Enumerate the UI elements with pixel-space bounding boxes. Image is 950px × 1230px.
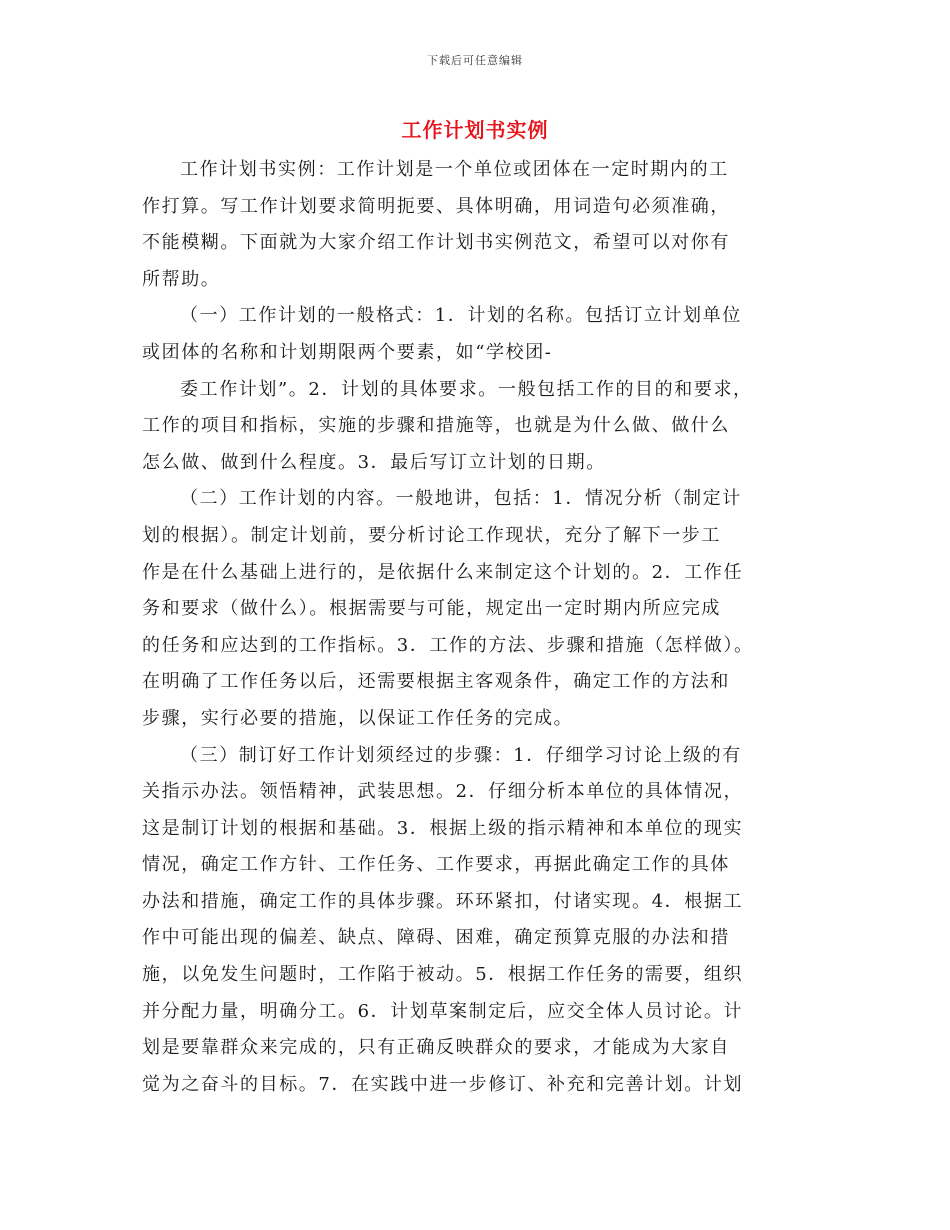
text-line: 步骤，实行必要的措施，以保证工作任务的完成。 bbox=[142, 707, 574, 729]
text-line: 这是制订计划的根据和基础。3．根据上级的指示精神和本单位的现实 bbox=[142, 817, 744, 839]
text-line: 委工作计划”。2．计划的具体要求。一般包括工作的目的和要求， bbox=[180, 378, 753, 400]
text-line: 划的根据）。制定计划前，要分析讨论工作现状，充分了解下一步工 bbox=[142, 524, 721, 546]
text-line: 关指示办法。领悟精神，武装思想。2．仔细分析本单位的具体情况， bbox=[142, 781, 744, 803]
text-line: 施，以免发生问题时，工作陷于被动。5．根据工作任务的需要，组织 bbox=[142, 964, 744, 986]
page-header: 下载后可任意编辑 bbox=[427, 54, 523, 67]
text-line: 工作的项目和指标，实施的步骤和措施等，也就是为什么做、做什么 bbox=[142, 415, 730, 437]
text-line: 情况，确定工作方针、工作任务、工作要求，再据此确定工作的具体 bbox=[142, 854, 730, 876]
text-line: 在明确了工作任务以后，还需要根据主客观条件，确定工作的方法和 bbox=[142, 671, 730, 693]
text-line: 划是要靠群众来完成的，只有正确反映群众的要求，才能成为大家自 bbox=[142, 1037, 730, 1059]
text-line: 或团体的名称和计划期限两个要素，如“学校团- bbox=[142, 341, 553, 363]
text-line: 办法和措施，确定工作的具体步骤。环环紧扣，付诸实现。4．根据工 bbox=[142, 890, 744, 912]
text-line: 不能模糊。下面就为大家介绍工作计划书实例范文，希望可以对你有 bbox=[142, 232, 730, 254]
text-line: 作打算。写工作计划要求简明扼要、具体明确，用词造句必须准确， bbox=[142, 195, 730, 217]
document-body bbox=[142, 152, 812, 1103]
text-line: （二）工作计划的内容。一般地讲，包括：1．情况分析（制定计 bbox=[180, 488, 742, 510]
text-line: 的任务和应达到的工作指标。3．工作的方法、步骤和措施（怎样做）。 bbox=[142, 634, 754, 656]
text-line: 所帮助。 bbox=[142, 268, 221, 290]
text-line: 作中可能出现的偏差、缺点、障碍、困难，确定预算克服的办法和措 bbox=[142, 927, 730, 949]
text-line: 作是在什么基础上进行的，是依据什么来制定这个计划的。2．工作任 bbox=[142, 561, 744, 583]
text-line: 并分配力量，明确分工。6．计划草案制定后，应交全体人员讨论。计 bbox=[142, 1000, 744, 1022]
text-line: 务和要求（做什么）。根据需要与可能，规定出一定时期内所应完成 bbox=[142, 598, 721, 620]
text-line: 怎么做、做到什么程度。3．最后写订立计划的日期。 bbox=[142, 451, 606, 473]
document-title: 工作计划书实例 bbox=[401, 118, 549, 142]
text-line: 觉为之奋斗的目标。7．在实践中进一步修订、补充和完善计划。计划 bbox=[142, 1073, 744, 1095]
text-line: （三）制订好工作计划须经过的步骤：1．仔细学习讨论上级的有 bbox=[180, 744, 742, 766]
text-line: 工作计划书实例：工作计划是一个单位或团体在一定时期内的工 bbox=[180, 159, 729, 180]
text-line: （一）工作计划的一般格式：1．计划的名称。包括订立计划单位 bbox=[180, 305, 742, 327]
